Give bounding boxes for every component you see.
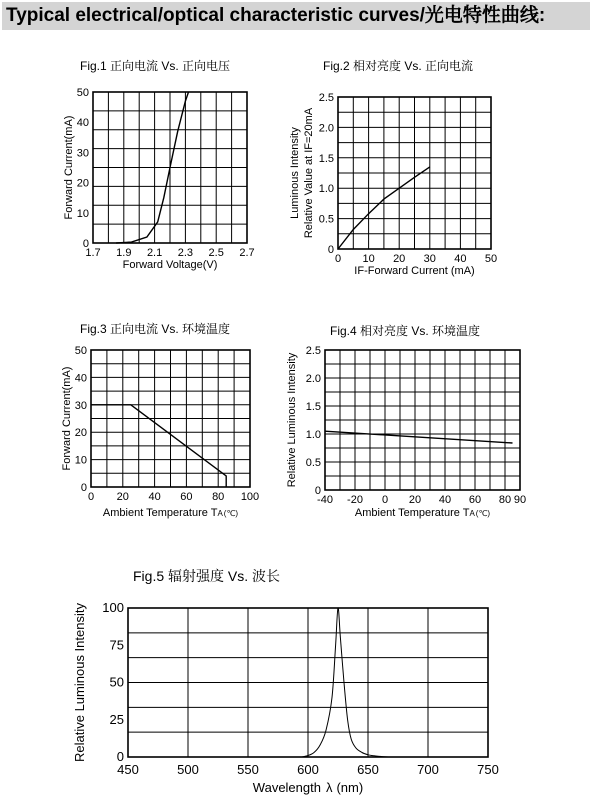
y-tick-label: 40 (76, 117, 89, 130)
x-tick-label: 2.1 (146, 247, 163, 259)
x-tick-label: 500 (177, 762, 199, 777)
chart-title: Fig.1 正向电流 Vs. 正向电压 (80, 59, 231, 73)
x-tick-label: 20 (408, 494, 422, 506)
x-tick-label: 550 (237, 762, 259, 777)
x-tick-label: 2.3 (177, 247, 194, 259)
x-tick-label: 60 (468, 494, 482, 506)
y-tick-label: 2.5 (305, 345, 321, 357)
y-tick-label: 50 (76, 87, 89, 99)
x-axis-label (355, 507, 491, 519)
x-tick-label: 2.5 (208, 247, 224, 259)
x-tick-label: -40 (317, 494, 333, 506)
y-tick-label: 75 (109, 637, 124, 653)
x-axis-label-subscript: A (217, 509, 223, 518)
chart-fig3 (61, 321, 259, 519)
x-tick-label: 2.7 (239, 247, 255, 259)
y-tick-label: 1.5 (318, 152, 334, 165)
series-line (325, 431, 513, 443)
x-tick-label: 600 (297, 762, 319, 777)
x-tick-label: 10 (362, 253, 375, 265)
y-tick-label: 40 (74, 372, 87, 385)
x-axis-label-symbol: λ (325, 780, 333, 795)
y-axis-label: Forward Current(mA) (63, 115, 75, 220)
x-tick-label: 40 (454, 253, 467, 265)
x-axis-label (354, 265, 474, 277)
y-tick-label: 0 (80, 482, 87, 494)
chart-title: Fig.5 辐射强度 Vs. 波长 (133, 568, 281, 584)
y-tick-label: 10 (76, 207, 89, 220)
x-axis-label-text: Ambient Temperature T (354, 507, 470, 519)
x-tick-label: 60 (180, 491, 193, 503)
x-axis-label (123, 259, 218, 271)
y-tick-label: 1.0 (305, 429, 321, 441)
x-tick-label: 90 (513, 494, 527, 506)
x-axis-label-text: Forward Voltage(V) (122, 259, 218, 271)
x-axis-label-text: Wavelength (252, 780, 321, 795)
y-tick-label: 1.5 (305, 401, 321, 413)
page-header: Typical electrical/optical characteristic curves/光电特性曲线: (2, 2, 590, 30)
x-tick-label: 40 (148, 491, 161, 503)
x-tick-label: 80 (212, 491, 225, 503)
y-tick-label: 50 (74, 345, 87, 357)
y-tick-label: 20 (76, 177, 89, 190)
x-axis-label (103, 507, 239, 519)
y-tick-label: 2.0 (305, 373, 321, 385)
y-tick-label: 100 (102, 600, 124, 615)
x-tick-label: 100 (240, 491, 260, 503)
x-tick-label: 20 (116, 491, 129, 503)
x-tick-label: 450 (117, 762, 139, 777)
y-tick-label: 0.5 (318, 213, 334, 226)
chart-fig1 (63, 58, 255, 271)
x-axis-label (253, 780, 363, 795)
y-tick-label: 1.0 (318, 183, 334, 196)
x-axis-label-unit: (℃) (223, 509, 239, 518)
x-tick-label: 0 (381, 494, 389, 506)
x-tick-label: 1.9 (116, 247, 132, 259)
chart-fig4 (286, 323, 526, 519)
y-axis-label-secondary: Relative Value at IF=20mA (303, 107, 315, 239)
x-tick-label: 20 (393, 253, 406, 265)
y-tick-label: 25 (109, 711, 124, 727)
x-tick-label: 750 (477, 762, 499, 777)
y-tick-label: 20 (74, 427, 87, 440)
chart-fig2 (289, 58, 497, 277)
x-tick-label: 1.7 (85, 247, 101, 259)
y-tick-label: 0.5 (305, 457, 321, 469)
x-axis-label-unit: (nm) (336, 780, 364, 795)
y-axis-label: Relative Luminous Intensity (286, 352, 298, 488)
y-tick-label: 0 (82, 238, 89, 250)
y-tick-label: 2.0 (318, 122, 334, 135)
x-tick-label: 40 (438, 494, 452, 506)
x-axis-label-text: Ambient Temperature T (102, 507, 218, 519)
y-axis-label: Luminous Intensity (289, 127, 301, 219)
x-tick-label: 650 (357, 762, 379, 777)
chart-title: Fig.3 正向电流 Vs. 环境温度 (80, 322, 231, 336)
chart-title: Fig.4 相对亮度 Vs. 环境温度 (330, 324, 481, 338)
x-axis-label-text: IF-Forward Current (mA) (354, 265, 475, 277)
y-tick-label: 30 (74, 399, 87, 412)
x-tick-label: 80 (498, 494, 512, 506)
y-tick-label: 30 (76, 147, 89, 160)
x-tick-label: 0 (334, 253, 342, 265)
y-axis-label: Relative Luminous Intensity (72, 603, 87, 762)
x-axis-label-subscript: A (469, 509, 475, 518)
chart-fig5 (72, 568, 499, 795)
x-tick-label: 50 (484, 253, 498, 265)
y-axis-label: Forward Current(mA) (61, 366, 73, 471)
y-tick-label: 0 (116, 749, 124, 764)
y-tick-label: 0 (314, 485, 321, 497)
x-tick-label: 30 (423, 253, 436, 265)
y-tick-label: 0 (327, 244, 334, 256)
chart-title: Fig.2 相对亮度 Vs. 正向电流 (323, 59, 474, 73)
y-tick-label: 10 (74, 454, 87, 467)
x-axis-label-unit: (℃) (475, 509, 491, 518)
y-tick-label: 2.5 (318, 92, 334, 104)
y-tick-label: 50 (109, 674, 124, 690)
x-tick-label: 0 (87, 491, 95, 503)
x-tick-label: -20 (347, 494, 363, 506)
x-tick-label: 700 (417, 762, 439, 777)
